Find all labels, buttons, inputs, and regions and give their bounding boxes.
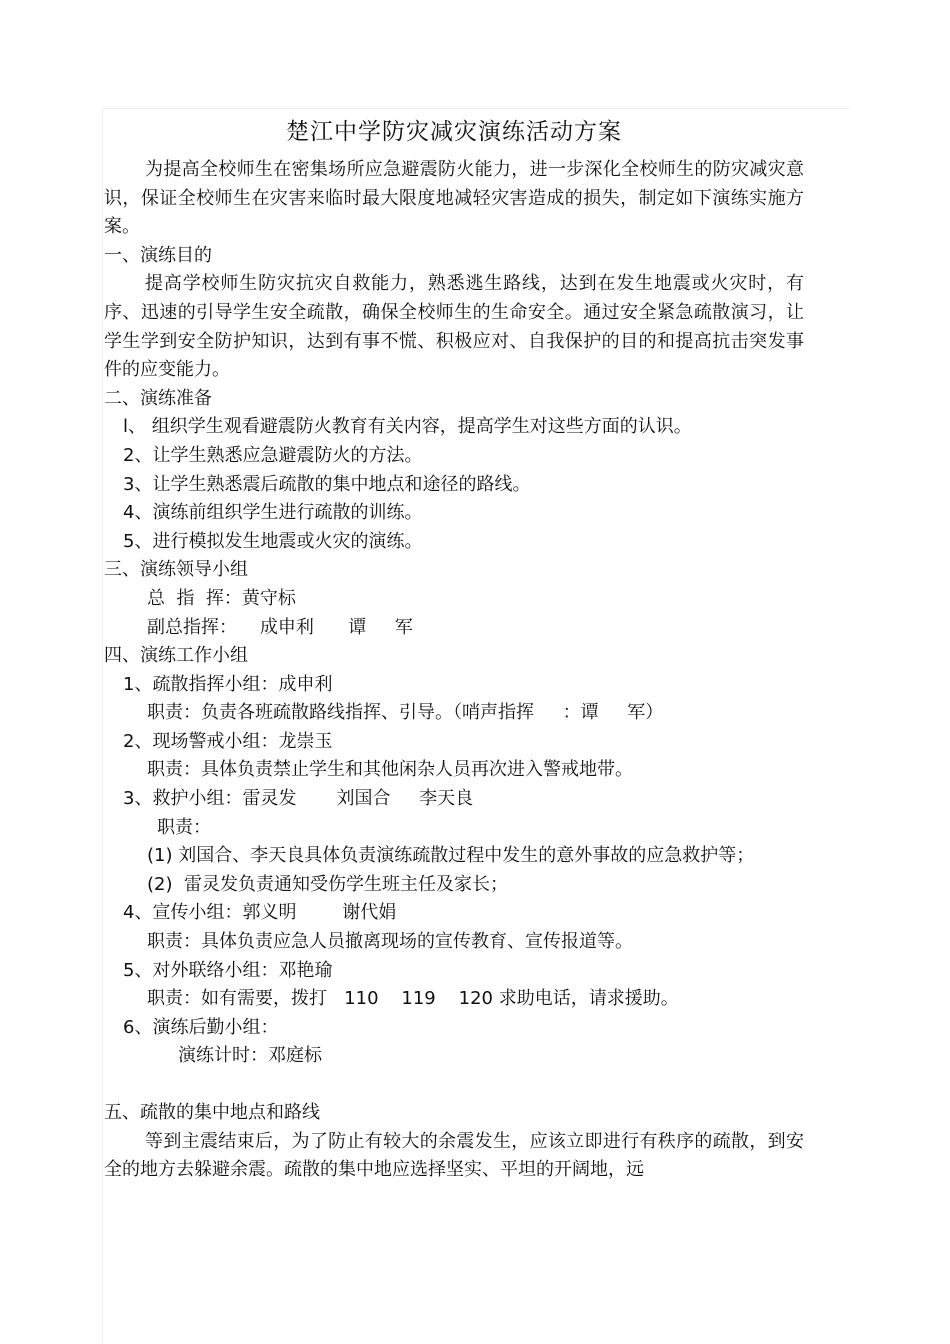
- group-1-title: 1、疏散指挥小组：成申利: [123, 673, 333, 695]
- prep-item: 4、演练前组织学生进行疏散的训练。: [123, 502, 423, 524]
- group-6-timer: 演练计时：邓庭标: [178, 1045, 322, 1067]
- section-5-body: 等到主震结束后，为了防止有较大的余震发生，应该立即进行有秩序的疏散，到安全的地方去躲避余震。疏散的集中地应选择坚实、平坦的开阔地，远: [104, 1130, 804, 1181]
- group-6-title: 6、演练后勤小组：: [123, 1016, 279, 1038]
- section-5-heading: 五、疏散的集中地点和路线: [104, 1102, 320, 1123]
- commander-line: 总 指 挥：黄守标: [147, 587, 296, 609]
- document-body: [104, 112, 804, 1185]
- group-1-duty: 职责：负责各班疏散路线指挥、引导。（哨声指挥 ：谭 军）: [147, 702, 664, 724]
- group-3-duty-item: (2) 雷灵发负责通知受伤学生班主任及家长；: [147, 873, 508, 895]
- deputy-commander-line: 副总指挥： 成申利 谭 军: [147, 616, 413, 638]
- section-2-heading: 二、演练准备: [104, 387, 212, 409]
- group-3-duty-label: 职责：: [157, 816, 211, 838]
- group-4-title: 4、宣传小组：郭义明 谢代娟: [123, 902, 397, 924]
- prep-item: l、 组织学生观看避震防火教育有关内容，提高学生对这些方面的认识。: [123, 416, 692, 438]
- prep-item: 2、让学生熟悉应急避震防火的方法。: [123, 444, 423, 466]
- intro-paragraph: 为提高全校师生在密集场所应急避震防火能力，进一步深化全校师生的防灾减灾意识，保证全校师生在灾害来临时最大限度地减轻灾害造成的损失，制定如下演练实施方案。: [104, 159, 804, 238]
- group-3-duty-item: (1) 刘国合、李天良具体负责演练疏散过程中发生的意外事故的应急救护等；: [147, 845, 755, 867]
- group-2-title: 2、现场警戒小组：龙崇玉: [123, 730, 333, 752]
- group-5-title: 5、对外联络小组：邓艳瑜: [123, 959, 333, 981]
- section-1-heading: 一、演练目的: [104, 244, 212, 266]
- prep-item: 5、进行模拟发生地震或火灾的演练。: [123, 530, 423, 552]
- page-border-top: [102, 108, 850, 109]
- group-3-title: 3、救护小组：雷灵发 刘国合 李天良: [123, 788, 474, 810]
- page-border-left: [102, 108, 103, 1344]
- prep-item: 3、让学生熟悉震后疏散的集中地点和途径的路线。: [123, 473, 531, 495]
- section-4-heading: 四、演练工作小组: [104, 645, 248, 667]
- blank-line: [104, 1071, 804, 1099]
- document-title: 楚江中学防灾减灾演练活动方案: [286, 119, 622, 145]
- group-2-duty: 职责：具体负责禁止学生和其他闲杂人员再次进入警戒地带。: [147, 759, 633, 781]
- section-1-body: 提高学校师生防灾抗灾自救能力，熟悉逃生路线，达到在发生地震或火灾时，有序、迅速的引导学生安全疏散，确保全校师生的生命安全。通过安全紧急疏散演习，让学生学到安全防护知识，达到有事不慌、积极应对、自我保护的目的和提高抗击突发事件的应变能力。: [104, 273, 804, 381]
- section-3-heading: 三、演练领导小组: [104, 559, 248, 581]
- group-5-duty: 职责：如有需要，拨打 110 119 120 求助电话，请求援助。: [147, 988, 679, 1010]
- group-4-duty: 职责：具体负责应急人员撤离现场的宣传教育、宣传报道等。: [147, 931, 633, 953]
